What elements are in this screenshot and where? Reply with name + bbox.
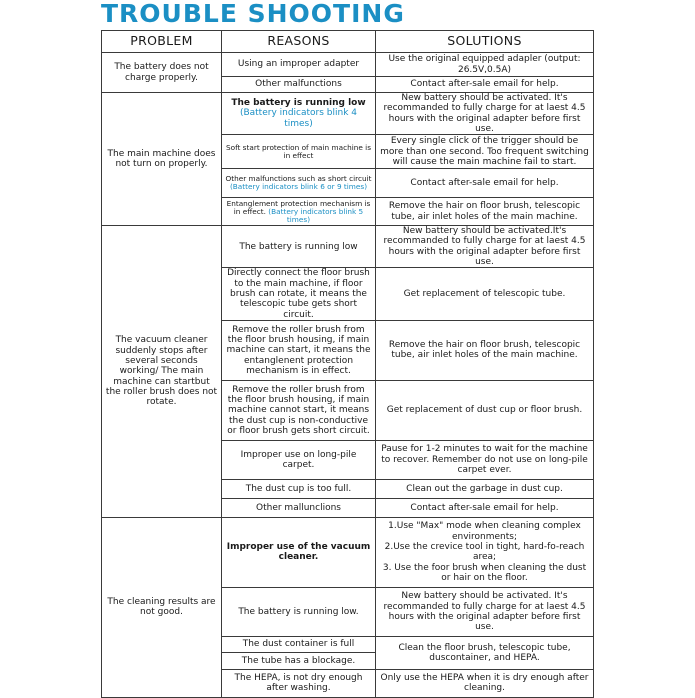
reason-cell: Other malfunctions [222, 77, 376, 93]
solution-line: 3. Use the foor brush when cleaning the dust or hair on the floor. [382, 562, 587, 583]
reason-text: The battery is running low [231, 98, 366, 109]
header-row [102, 31, 594, 53]
header-solutions: SOLUTIONS [376, 31, 594, 53]
header-problem: PROBLEM [102, 31, 222, 53]
solution-cell: Clean out the garbage in dust cup. [376, 479, 594, 498]
problem-cell: The main machine does not turn on properly. [102, 93, 222, 226]
reason-cell [222, 198, 376, 226]
reason-cell: Improper use on long-pile carpet. [222, 440, 376, 479]
troubleshooting-table [101, 30, 594, 698]
solution-cell: Remove the hair on floor brush, telescopic tube, air inlet holes of the main machine. [376, 320, 594, 380]
table-row [102, 93, 594, 135]
table-row [102, 226, 594, 268]
problem-cell: The vacuum cleaner suddenly stops after several seconds working/ The main machine can startbut the roller brush does not rotate. [102, 226, 222, 518]
solution-cell: Every single click of the trigger should be more than one second. Too frequent switching will cause the main machine fail to start. [376, 135, 594, 169]
reason-cell [222, 93, 376, 135]
reason-text: Entanglement protection mechanism is in effect. [226, 198, 371, 216]
problem-cell: The cleaning results are not good. [102, 517, 222, 697]
problem-cell: The battery does not charge properly. [102, 53, 222, 93]
battery-indicator-note: (Battery indicators blink 5 times) [268, 206, 364, 224]
solution-cell: New battery should be activated. It's recommanded to fully charge for at laest 4.5 hours with the original adapter before first use. [376, 93, 594, 135]
reason-cell: Soft start protection of main machine is in effect [222, 135, 376, 169]
reason-cell [222, 169, 376, 198]
reason-cell: Remove the roller brush from the floor brush housing, if main machine cannot start, it means the dust cup is non-conductive or floor brush gets short circuit. [222, 380, 376, 440]
table-row [102, 53, 594, 77]
reason-cell: The dust cup is too full. [222, 479, 376, 498]
battery-indicator-note: (Battery indicators blink 6 or 9 times) [229, 182, 368, 192]
reason-cell: The battery is running low. [222, 587, 376, 636]
battery-indicator-note: (Battery indicators blink 4 times) [239, 108, 358, 129]
reason-cell: Improper use of the vacuum cleaner. [222, 517, 376, 587]
solution-line: 2.Use the crevice tool in tight, hard-fo-reach area; [384, 542, 585, 563]
solution-cell: Get replacement of telescopic tube. [376, 268, 594, 320]
solution-cell: Contact after-sale email for help. [376, 169, 594, 198]
table-row [102, 517, 594, 587]
solution-cell: Remove the hair on floor brush, telescopic tube, air inlet holes of the main machine. [376, 198, 594, 226]
header-reasons: REASONS [222, 31, 376, 53]
reason-cell: Using an improper adapter [222, 53, 376, 77]
solution-cell [376, 517, 594, 587]
solution-line: 1.Use "Max" mode when cleaning complex environments; [388, 521, 581, 542]
solution-cell: Use the original equipped adapler (output: 26.5V,0.5A) [376, 53, 594, 77]
solution-cell: New battery should be activated.It's recommanded to fully charge for at laest 4.5 hours with the original adapter before first use. [376, 226, 594, 268]
reason-cell: Remove the roller brush from the floor brush housing, if main machine can start, it means the entanglenent protection mechanism is in effect. [222, 320, 376, 380]
reason-cell: The tube has a blockage. [222, 652, 376, 669]
solution-cell: Contact after-sale email for help. [376, 498, 594, 517]
reason-text: Other malfunctions such as short circuit [225, 174, 372, 184]
reason-cell: Directly connect the floor brush to the main machine, if floor brush can rotate, it means the telescopic tube gets short circuit. [222, 268, 376, 320]
page-title: TROUBLE SHOOTING [101, 0, 405, 28]
solution-cell: Get replacement of dust cup or floor brush. [376, 380, 594, 440]
reason-cell: The HEPA, is not dry enough after washing. [222, 669, 376, 697]
reason-cell: Other mallunclions [222, 498, 376, 517]
solution-cell: Only use the HEPA when it is dry enough after cleaning. [376, 669, 594, 697]
reason-cell: The battery is running low [222, 226, 376, 268]
solution-cell: Pause for 1-2 minutes to wait for the machine to recover. Remember do not use on long-pile carpet ever. [376, 440, 594, 479]
solution-cell: Clean the floor brush, telescopic tube, duscontainer, and HEPA. [376, 636, 594, 669]
reason-cell: The dust container is full [222, 636, 376, 652]
solution-cell: New battery should be activated. It's recommanded to fully charge for at laest 4.5 hours with the original adapter before first use. [376, 587, 594, 636]
solution-cell: Contact after-sale email for help. [376, 77, 594, 93]
